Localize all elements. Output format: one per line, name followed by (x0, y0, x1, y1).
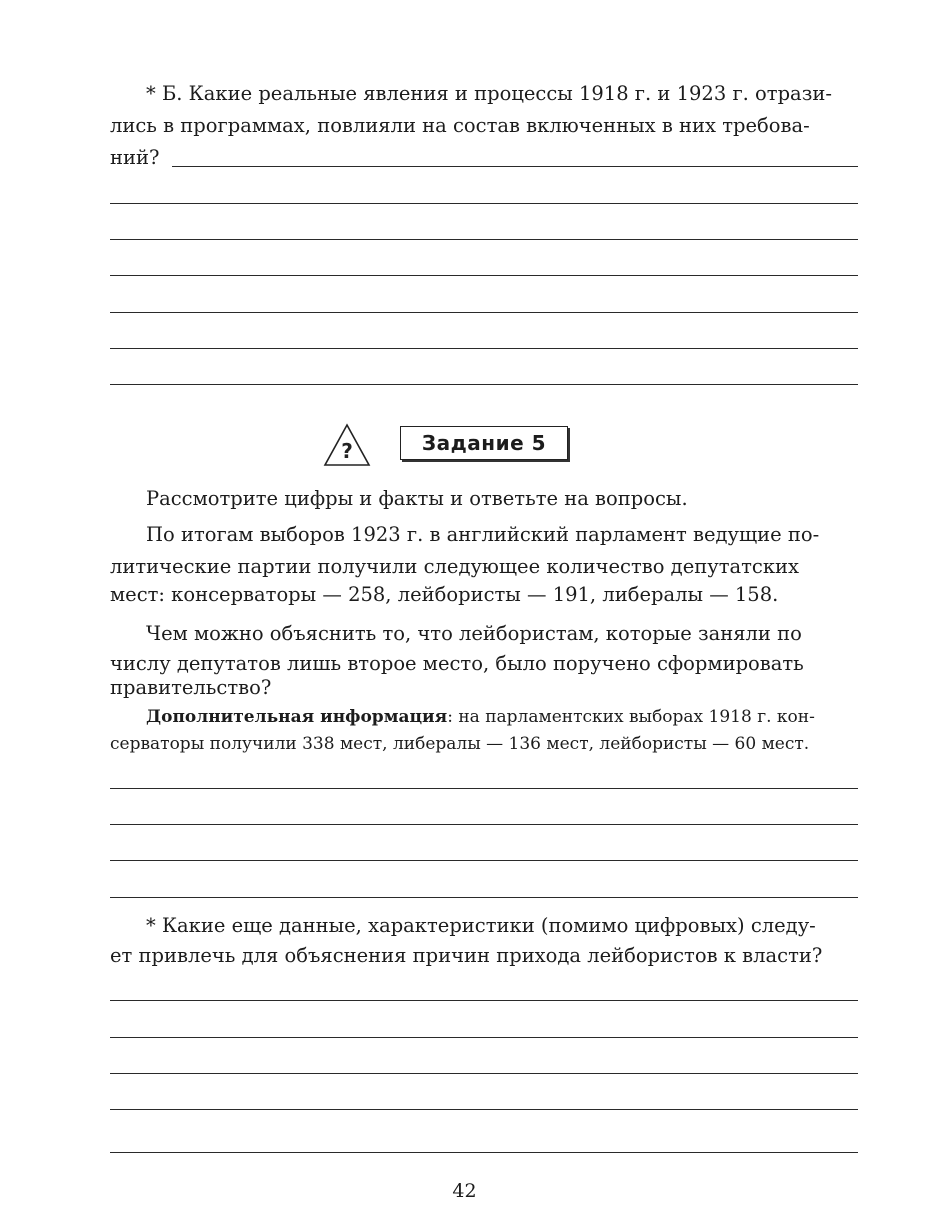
answer-line[interactable] (110, 312, 858, 313)
question-mark: ? (341, 439, 353, 463)
question-b-line-2: лись в программах, повлияли на состав включенных в них требова- (110, 114, 810, 137)
answer-line[interactable] (110, 897, 858, 898)
question-b-line-1: * Б. Какие реальные явления и процессы 1918 г. и 1923 г. отрази- (146, 82, 832, 105)
additional-info-line-1 (146, 705, 858, 730)
page-number: 42 (452, 1180, 477, 1202)
answer-line[interactable] (110, 1000, 858, 1001)
additional-info-line-2: серваторы получили 338 мест, либералы — 136 мест, лейбористы — 60 мест. (110, 734, 810, 754)
task-title: Задание 5 (400, 426, 568, 460)
extra-question-line-1: * Какие еще данные, характеристики (помимо цифровых) следу- (146, 914, 816, 937)
answer-line[interactable] (110, 1073, 858, 1074)
facts-1923-line-1: По итогам выборов 1923 г. в английский парламент ведущие по- (146, 523, 820, 546)
answer-line[interactable] (110, 203, 858, 204)
answer-line[interactable] (110, 788, 858, 789)
main-question-line-2: числу депутатов лишь второе место, было поручено сформировать (110, 652, 804, 675)
extra-question-line-2: ет привлечь для объяснения причин прихода лейбористов к власти? (110, 944, 823, 967)
answer-line[interactable] (110, 1109, 858, 1110)
answer-line[interactable] (110, 348, 858, 349)
answer-line[interactable] (110, 824, 858, 825)
main-question-line-3: правительство? (110, 676, 272, 699)
answer-line[interactable] (110, 860, 858, 861)
task-header (322, 422, 572, 468)
answer-line[interactable] (110, 275, 858, 276)
facts-1923-line-3: мест: консерваторы — 258, лейбористы — 191, либералы — 158. (110, 583, 779, 606)
question-triangle-icon (322, 422, 372, 468)
additional-info-label: Дополнительная информация (146, 707, 448, 727)
question-b-line-3: ний? (110, 146, 160, 169)
answer-line[interactable] (110, 1152, 858, 1153)
task-instruction: Рассмотрите цифры и факты и ответьте на вопросы. (146, 487, 688, 510)
answer-line[interactable] (110, 1037, 858, 1038)
answer-line[interactable] (110, 239, 858, 240)
answer-line[interactable] (110, 384, 858, 385)
main-question-line-1: Чем можно объяснить то, что лейбористам, которые заняли по (146, 622, 802, 645)
answer-line[interactable] (172, 166, 858, 167)
facts-1923-line-2: литические партии получили следующее количество депутатских (110, 555, 800, 578)
additional-info-text: : на парламентских выборах 1918 г. кон- (447, 707, 815, 727)
